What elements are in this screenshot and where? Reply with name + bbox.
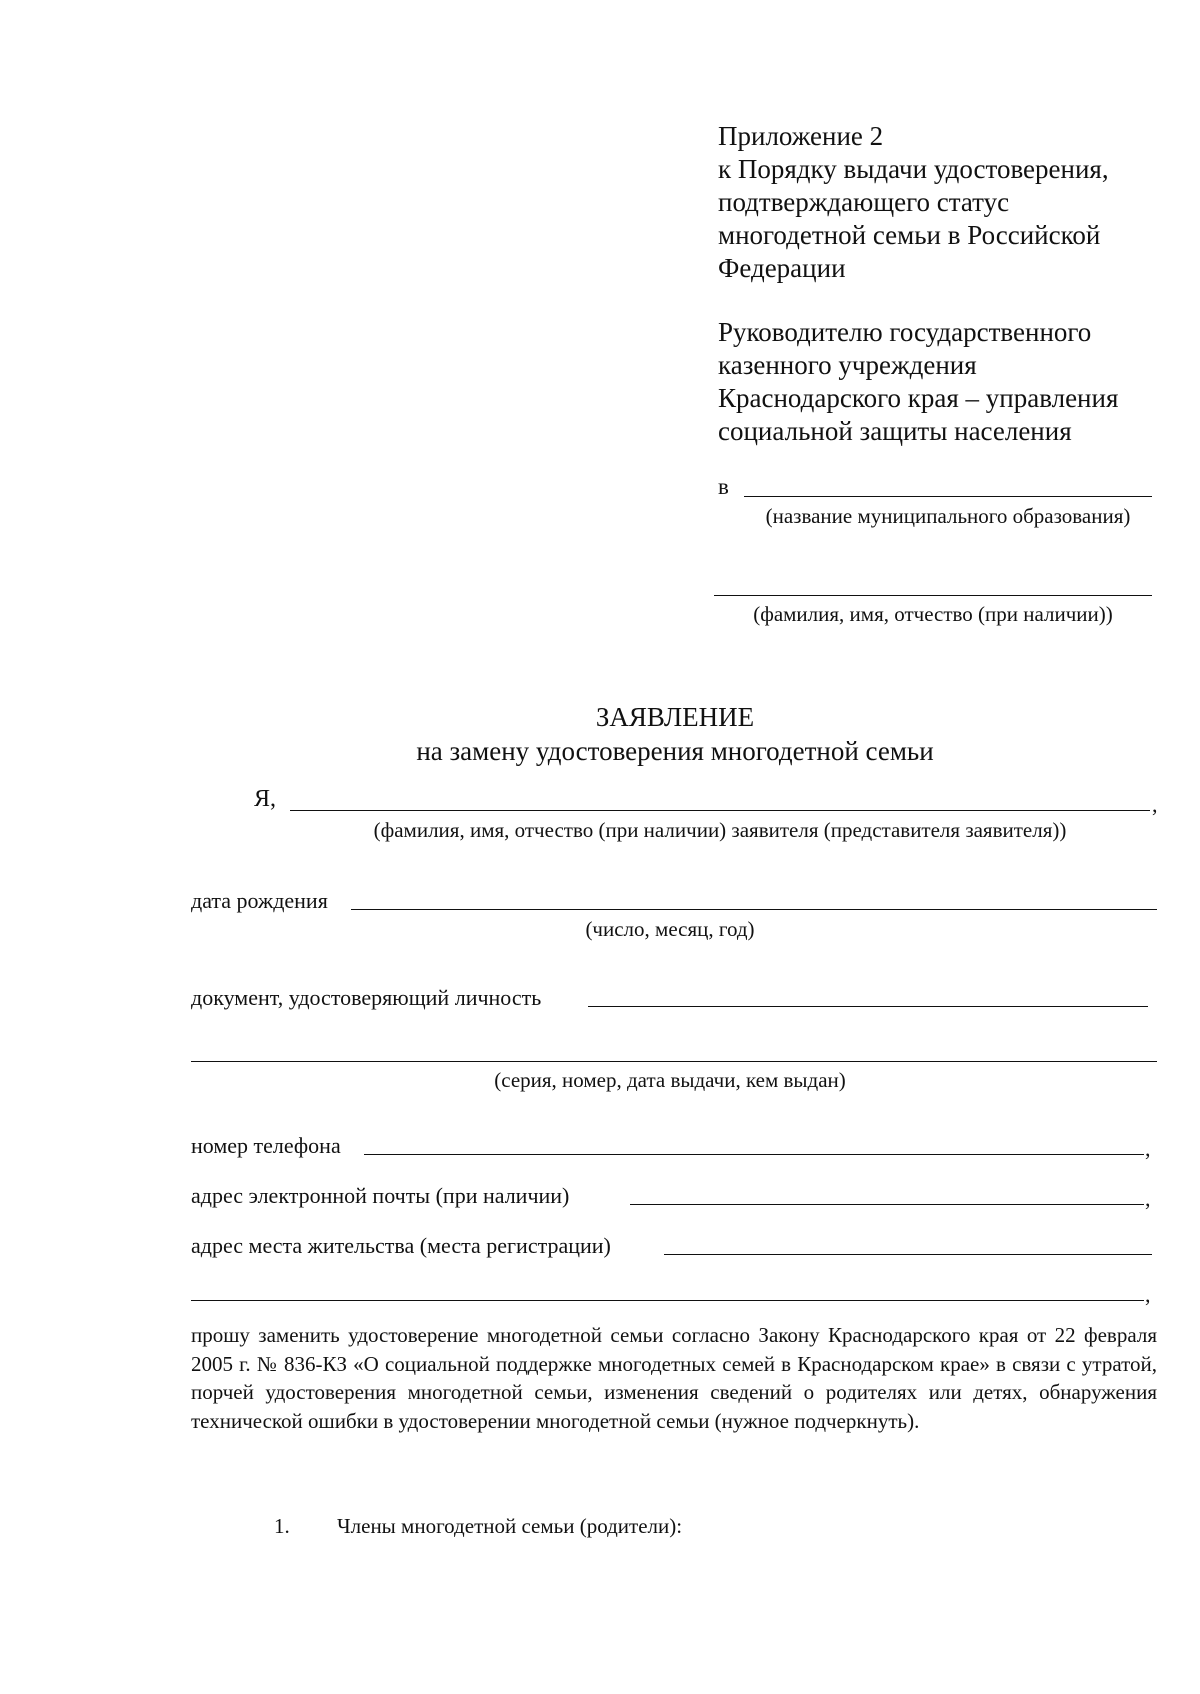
document-title: ЗАЯВЛЕНИЕ xyxy=(595,702,755,732)
email-label: адрес электронной почты (при наличии) xyxy=(191,1183,570,1208)
appendix-line: многодетной семьи в Российской xyxy=(718,220,1101,250)
appendix-line: к Порядку выдачи удостоверения, xyxy=(718,154,1109,184)
email-field[interactable] xyxy=(630,1204,1144,1205)
addressee-line: казенного учреждения xyxy=(718,350,977,380)
municipality-caption: (название муниципального образования) xyxy=(765,504,1131,528)
addressee-line: Краснодарского края – управления xyxy=(718,383,1119,413)
applicant-prefix: Я, xyxy=(254,786,277,812)
addressee-line: социальной защиты населения xyxy=(718,416,1072,446)
birth-date-field[interactable] xyxy=(351,909,1157,910)
appendix-line: Федерации xyxy=(718,253,846,283)
phone-label: номер телефона xyxy=(191,1133,341,1158)
document-subtitle: на замену удостоверения многодетной семьи xyxy=(416,736,934,766)
request-paragraph: прошу заменить удостоверение многодетной семьи согласно Закону Краснодарского края от 22 февраля 2005 г. № 836-КЗ «О социальной поддержке многодетных семей в Краснодарском крае» в связи с утратой, порчей удостоверения многодетной семьи, изменения сведений о родителях или детях, обнаружения технической ошибки в удостоверении многодетной семьи (нужное подчеркнуть). xyxy=(191,1323,1157,1433)
id-document-label: документ, удостоверяющий личность xyxy=(191,985,542,1010)
address-label: адрес места жительства (места регистрации) xyxy=(191,1233,611,1258)
addressee-line: Руководителю государственного xyxy=(718,317,1092,347)
fio-caption: (фамилия, имя, отчество (при наличии)) xyxy=(753,602,1113,626)
municipality-field[interactable] xyxy=(744,496,1152,497)
phone-field[interactable] xyxy=(364,1154,1144,1155)
id-document-field-continued[interactable] xyxy=(191,1061,1157,1062)
id-document-caption: (серия, номер, дата выдачи, кем выдан) xyxy=(494,1068,846,1092)
section-number: 1. xyxy=(274,1514,290,1538)
section-heading: Члены многодетной семьи (родители): xyxy=(337,1514,683,1538)
applicant-caption: (фамилия, имя, отчество (при наличии) заявителя (представителя заявителя)) xyxy=(373,818,1067,842)
appendix-line: подтверждающего статус xyxy=(718,187,1010,217)
birth-date-caption: (число, месяц, год) xyxy=(585,917,755,941)
applicant-comma: , xyxy=(1152,792,1158,817)
in-prefix: в xyxy=(718,474,729,499)
appendix-line: Приложение 2 xyxy=(718,121,884,151)
recipient-fio-field[interactable] xyxy=(714,595,1152,596)
email-comma: , xyxy=(1145,1186,1151,1211)
addressee-block xyxy=(718,316,1188,448)
applicant-fio-field[interactable] xyxy=(290,810,1150,811)
id-document-field[interactable] xyxy=(588,1006,1148,1007)
address-comma: , xyxy=(1145,1282,1151,1307)
appendix-reference xyxy=(718,120,1188,285)
address-field-continued[interactable] xyxy=(191,1300,1144,1301)
birth-date-label: дата рождения xyxy=(191,888,328,913)
address-field[interactable] xyxy=(664,1254,1152,1255)
phone-comma: , xyxy=(1145,1136,1151,1161)
